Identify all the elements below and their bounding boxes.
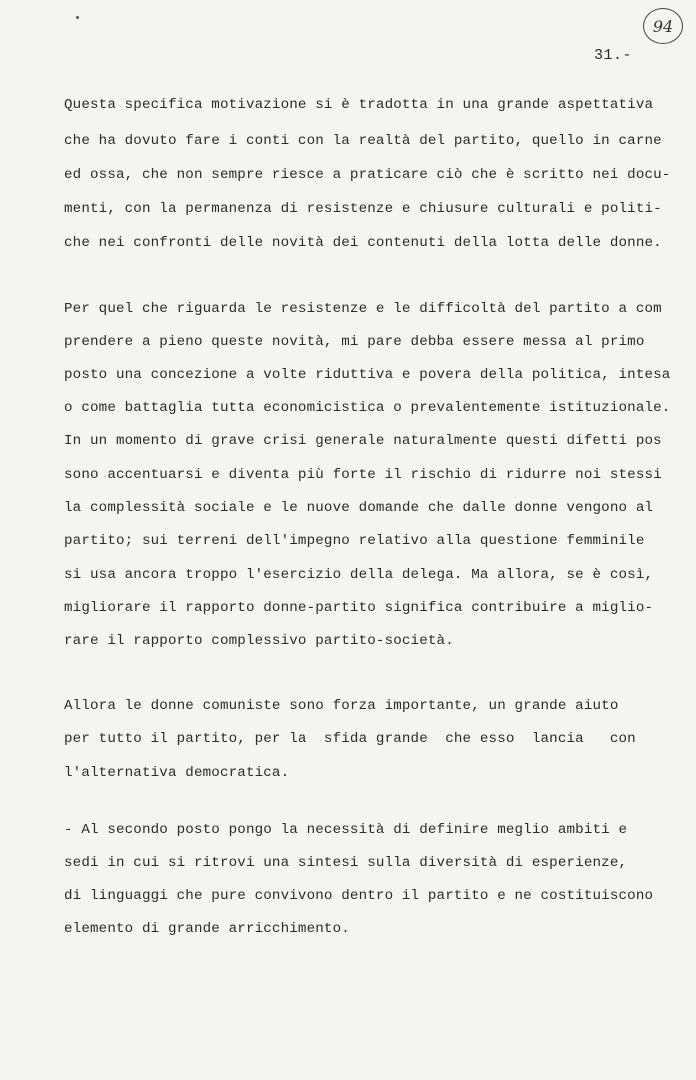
text-line: si usa ancora troppo l'esercizio della delega. Ma allora, se è così, [64,567,654,583]
text-line: l'alternativa democratica. [64,765,290,781]
page-number: 31.- [594,47,633,64]
text-line: - Al secondo posto pongo la necessità di definire meglio ambiti e [64,822,628,838]
text-line: rare il rapporto complessivo partito-società. [64,633,454,649]
text-line: In un momento di grave crisi generale naturalmente questi difetti pos [64,433,662,449]
text-line: che nei confronti delle novità dei contenuti della lotta delle donne. [64,235,662,251]
text-line: per tutto il partito, per la sfida grande che esso lancia con [64,731,636,747]
text-line: ed ossa, che non sempre riesce a praticare ciò che è scritto nei docu- [64,167,671,183]
text-line: menti, con la permanenza di resistenze e chiusure culturali e politi- [64,201,662,217]
text-line: elemento di grande arricchimento. [64,921,350,937]
text-line: posto una concezione a volte riduttiva e povera della politica, intesa [64,367,671,383]
text-line: Questa specifica motivazione si è tradotta in una grande aspettativa [64,97,654,113]
text-line: Allora le donne comuniste sono forza importante, un grande aiuto [64,698,619,714]
text-line: la complessità sociale e le nuove domande che dalle donne vengono al [64,500,654,516]
text-line: sedi in cui si ritrovi una sintesi sulla diversità di esperienze, [64,855,628,871]
text-line: partito; sui terreni dell'impegno relativo alla questione femminile [64,533,645,549]
ink-speck [76,16,79,19]
text-line: Per quel che riguarda le resistenze e le difficoltà del partito a com [64,301,662,317]
stamp-number: 94 [652,16,674,36]
text-line: migliorare il rapporto donne-partito significa contribuire a miglio- [64,600,654,616]
text-line: prendere a pieno queste novità, mi pare debba essere messa al primo [64,334,645,350]
text-line: o come battaglia tutta economicistica o prevalentemente istituzionale. [64,400,671,416]
text-line: sono accentuarsi e diventa più forte il rischio di ridurre noi stessi [64,467,662,483]
text-line: che ha dovuto fare i conti con la realtà del partito, quello in carne [64,133,662,149]
text-line: di linguaggi che pure convivono dentro il partito e ne costituiscono [64,888,654,904]
page-stamp [643,8,683,44]
